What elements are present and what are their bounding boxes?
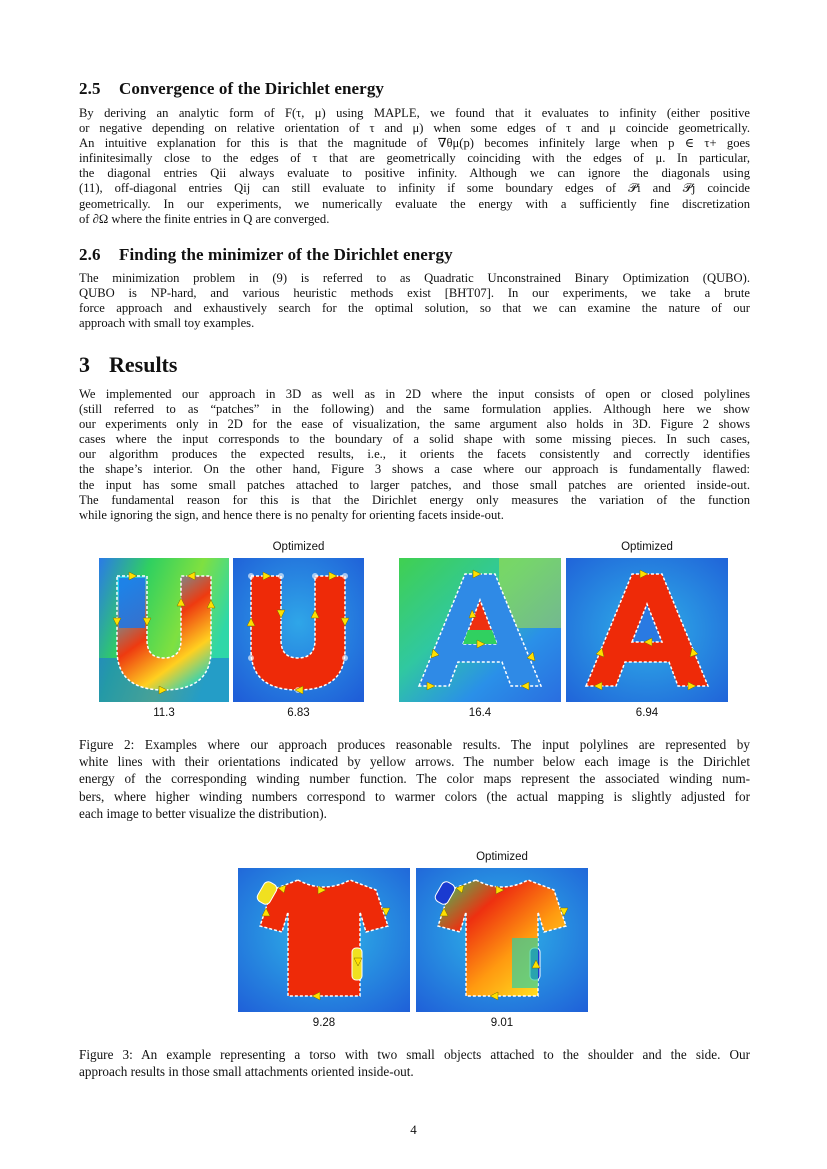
figure2-a-optimized-image — [566, 558, 728, 702]
text-line: The fundamental reason for this is that the Dirichlet energy only measures the variation of the function — [79, 492, 750, 507]
caption-line: Figure 3: An example representing a torso with two small objects attached to the shoulder and the side. Our — [79, 1047, 750, 1062]
text-line: QUBO is NP-hard, and various heuristic methods exist [BHT07]. In our experiments, we take a brute — [79, 286, 750, 301]
caption-line: bers, where higher winding numbers correspond to warmer colors (the actual mapping is slightly adjusted for — [79, 788, 750, 804]
text-line: the input has some small patches attached to larger patches, and those small patches are oriented inside-out. — [79, 477, 750, 492]
section-number: 3 — [79, 352, 90, 377]
text-line: our experiments only in 2D for the ease of visualization, the same argument also holds in 3D. Figure 2 shows — [79, 417, 750, 432]
section-3-paragraph — [79, 387, 750, 523]
figure2-energy-value: 11.3 — [153, 707, 175, 719]
optimized-label-a: Optimized — [621, 541, 673, 553]
figure3-energy-value: 9.01 — [490, 1017, 514, 1029]
section-2-6-heading — [79, 245, 453, 265]
text-line: of ∂Ω where the finite entries in Q are converged. — [79, 211, 330, 226]
optimized-label-torso: Optimized — [476, 851, 528, 863]
figure3-torso-optimized-image — [416, 868, 588, 1012]
text-line: (still referred to as “patches” in the following) and the same formulation applies. Although here we show — [79, 402, 750, 417]
text-line: the shape’s interior. On the other hand, Figure 3 shows a case where our approach is fundamentally flawed: — [79, 462, 750, 477]
figure2-energy-value: 6.83 — [287, 707, 310, 719]
text-line: or negative depending on relative orientation of τ and μ) when some edges of τ and μ coincide geometrically. — [79, 121, 750, 136]
optimized-label-u: Optimized — [272, 541, 325, 553]
text-line: while ignoring the sign, and hence there is no penalty for orienting facets inside-out. — [79, 507, 504, 522]
section-title: Results — [109, 352, 178, 377]
text-line: geometrically. In our experiments, we numerically evaluate the energy with a sufficiently fine discretization — [79, 196, 750, 211]
section-title: Convergence of the Dirichlet energy — [119, 79, 385, 98]
text-line: the diagonal entries Qii always evaluate to positive infinity. Although we can ignore the diagonals using — [79, 166, 750, 181]
text-line: cases where the input corresponds to the boundary of a solid shape with some missing pieces. In such cases, — [79, 432, 750, 447]
section-number: 2.5 — [79, 79, 101, 98]
text-line: approach with small toy examples. — [79, 316, 255, 331]
caption-line: white lines with their orientations indicated by yellow arrows. The number below each image is the Dirichlet — [79, 754, 750, 770]
section-3-heading — [79, 352, 177, 378]
figure2-u-input-image — [99, 558, 229, 702]
text-line: infinitesimally close to the edges of τ that are geometrically coinciding with the edges of μ. In particular, — [79, 151, 750, 166]
section-title: Finding the minimizer of the Dirichlet energy — [119, 245, 453, 264]
figure3-caption — [79, 1046, 750, 1080]
section-2-5-heading — [79, 79, 384, 99]
figure2-energy-value: 16.4 — [468, 707, 492, 719]
caption-line: energy of the corresponding winding number function. The color maps represent the associated winding num- — [79, 771, 750, 787]
text-line: We implemented our approach in 3D as well as in 2D where the input consists of open or closed polylines — [79, 387, 750, 401]
figure3-torso-input-image — [238, 868, 410, 1012]
figure2-energy-value: 6.94 — [635, 707, 659, 719]
caption-line: Figure 2: Examples where our approach produces reasonable results. The input polylines are represented by — [79, 737, 750, 752]
text-line: our algorithm produces the expected results, i.e., it orients the facets consistently and correctly identifies — [79, 447, 750, 462]
figure2-a-input-image — [399, 558, 561, 702]
figure2-caption — [79, 736, 750, 822]
text-line: By deriving an analytic form of F(τ, μ) using MAPLE, we found that it evaluates to infinity (either positive — [79, 106, 750, 120]
section-2-5-paragraph — [79, 106, 750, 227]
text-line: (11), off-diagonal entries Qij can still evaluate to infinity if some boundary edges of 𝒫i and 𝒫j coincide — [79, 181, 750, 196]
caption-line: each image to better visualize the distribution). — [79, 805, 327, 821]
page-number: 4 — [410, 1122, 417, 1137]
section-number: 2.6 — [79, 245, 101, 264]
figure3-energy-value: 9.28 — [312, 1017, 336, 1029]
figure2-u-optimized-image — [233, 558, 364, 702]
text-line: The minimization problem in (9) is referred to as Quadratic Unconstrained Binary Optimization (QUBO). — [79, 271, 750, 285]
text-line: An intuitive explanation for this is that the magnitude of ∇θμ(p) becomes infinitely large when p ∈ τ+ goes — [79, 136, 750, 151]
section-2-6-paragraph — [79, 271, 750, 331]
text-line: force approach and exhaustively search for the optimal solution, so that we can examine the nature of our — [79, 301, 750, 316]
caption-line: approach results in those small attachments oriented inside-out. — [79, 1064, 414, 1080]
